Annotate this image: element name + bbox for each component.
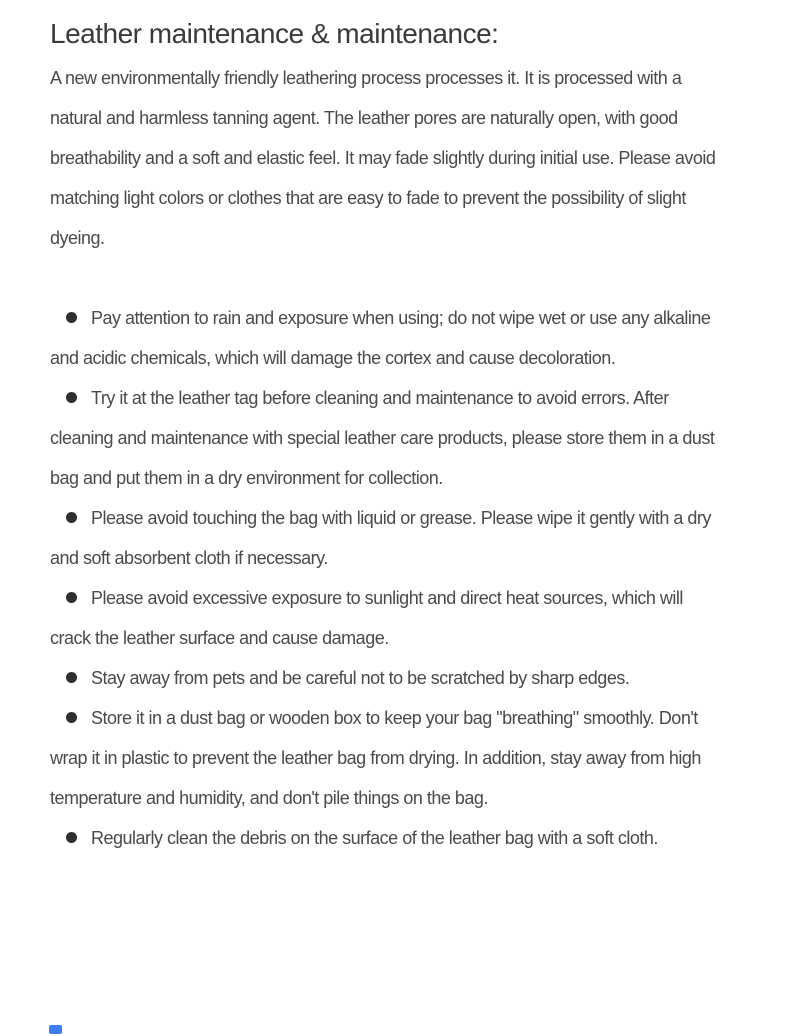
list-item-text: Try it at the leather tag before cleaning and maintenance to avoid errors. After cleaning and maintenance with special leather care products, please store them in a dust bag and put them in a dry environment for collection. <box>50 388 715 488</box>
bullet-icon <box>66 512 77 523</box>
bullet-icon <box>66 712 77 723</box>
list-item <box>50 498 718 578</box>
list-item <box>50 658 718 698</box>
page-root <box>0 14 790 1036</box>
section-title: Leather maintenance & maintenance: <box>50 18 499 49</box>
bottom-blue-marker <box>49 1025 62 1034</box>
bullet-icon <box>66 672 77 683</box>
bullet-icon <box>66 392 77 403</box>
list-item <box>50 378 718 498</box>
list-item <box>50 818 718 858</box>
intro-paragraph: A new environmentally friendly leathering process processes it. It is processed with a natural and harmless tanning agent. The leather pores are naturally open, with good breathability and a soft and elastic feel. It may fade slightly during initial use. Please avoid matching light colors or clothes that are easy to fade to prevent the possibility of slight dyeing. <box>50 68 716 248</box>
list-item <box>50 298 718 378</box>
list-item-text: Pay attention to rain and exposure when using; do not wipe wet or use any alkaline and acidic chemicals, which will damage the cortex and cause decoloration. <box>50 308 711 368</box>
list-item-text: Please avoid excessive exposure to sunlight and direct heat sources, which will crack the leather surface and cause damage. <box>50 588 683 648</box>
list-item-text: Stay away from pets and be careful not to be scratched by sharp edges. <box>91 668 630 688</box>
list-item-text: Regularly clean the debris on the surface of the leather bag with a soft cloth. <box>91 828 658 848</box>
list-item <box>50 578 718 658</box>
care-tips-list <box>50 298 718 858</box>
list-item-text: Please avoid touching the bag with liquid or grease. Please wipe it gently with a dry and soft absorbent cloth if necessary. <box>50 508 711 568</box>
list-item <box>50 698 718 818</box>
bullet-icon <box>66 312 77 323</box>
care-instructions-section <box>50 14 718 858</box>
bullet-icon <box>66 592 77 603</box>
list-item-text: Store it in a dust bag or wooden box to keep your bag "breathing" smoothly. Don't wrap it in plastic to prevent the leather bag from drying. In addition, stay away from high temperature and humidity, and don't pile things on the bag. <box>50 708 701 808</box>
bullet-icon <box>66 832 77 843</box>
